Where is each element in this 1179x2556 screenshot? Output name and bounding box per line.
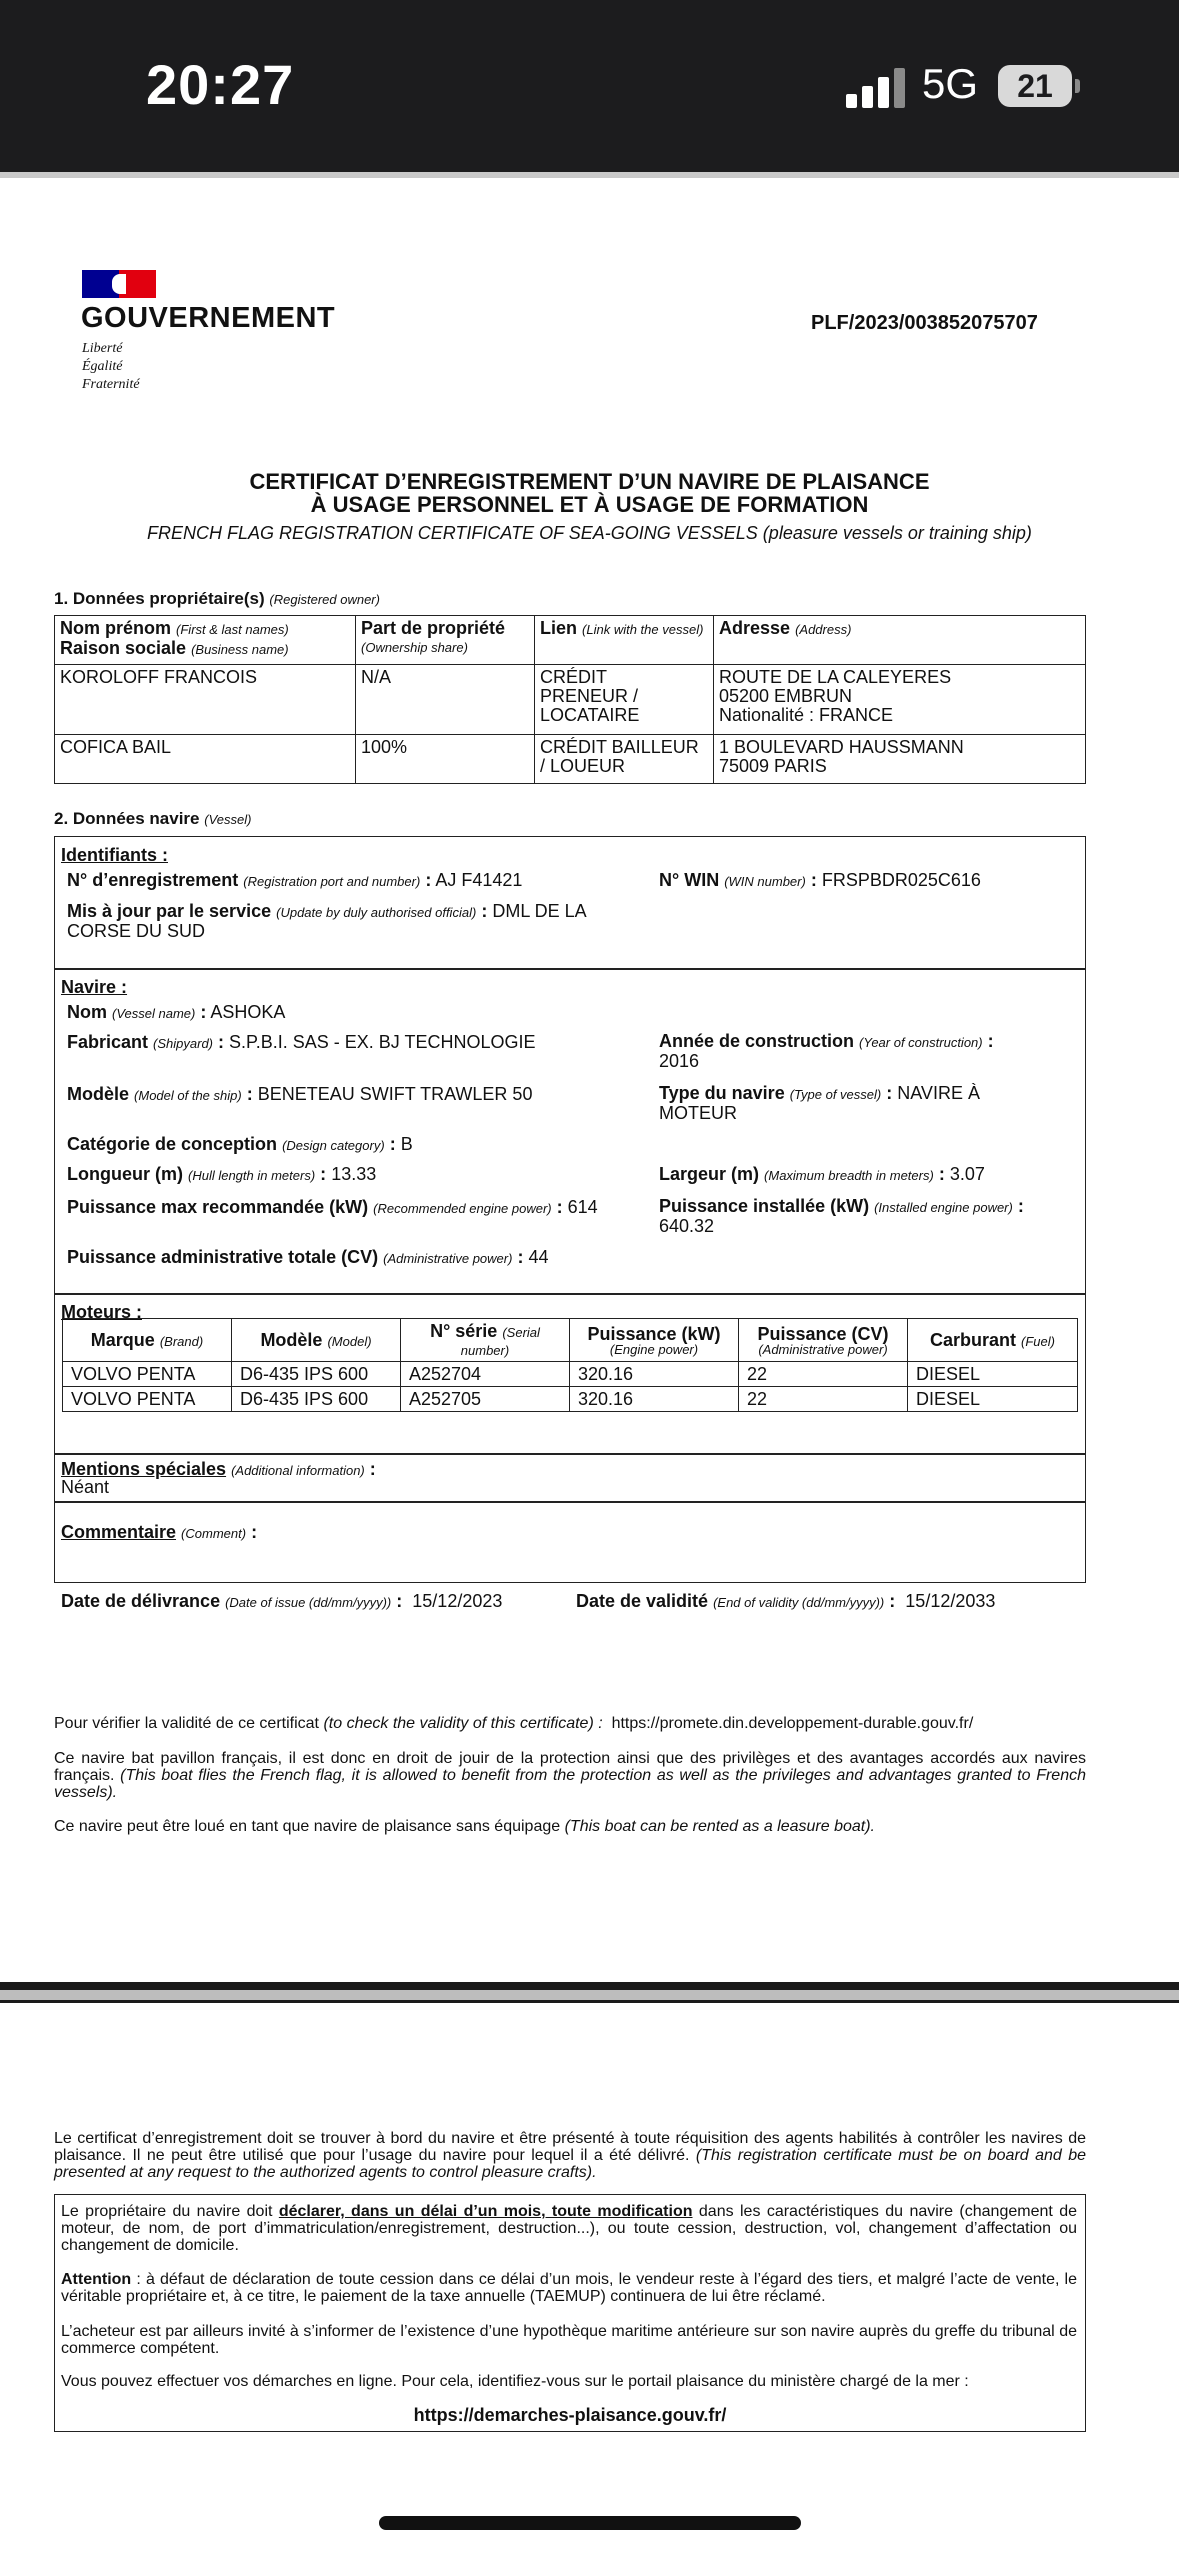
demarches-link[interactable]: https://demarches-plaisance.gouv.fr/ bbox=[413, 2405, 727, 2425]
owner-address: 1 BOULEVARD HAUSSMANN 75009 PARIS bbox=[714, 735, 1086, 784]
battery-cap bbox=[1075, 79, 1080, 93]
vessel-year: Année de construction (Year of construction) : 2016 bbox=[659, 1031, 994, 1071]
section-vessel-title: 2. Données navire (Vessel) bbox=[54, 809, 252, 828]
vessel-box bbox=[54, 968, 1086, 1295]
engine-cell: VOLVO PENTA bbox=[63, 1362, 232, 1387]
engines-title: Moteurs : bbox=[61, 1302, 142, 1322]
owner-name: COFICA BAIL bbox=[55, 735, 356, 784]
engine-cell: A252705 bbox=[401, 1387, 570, 1412]
comment: Commentaire (Comment) : bbox=[61, 1522, 258, 1542]
owners-header-row bbox=[55, 616, 1086, 665]
signal-icon bbox=[846, 66, 906, 108]
special-mentions: Mentions spéciales (Additional information) : Néant bbox=[61, 1459, 376, 1497]
vessel-maker: Fabricant (Shipyard) : S.P.B.I. SAS - EX. BJ TECHNOLOGIE bbox=[67, 1032, 536, 1052]
motto-liberte: Liberté bbox=[82, 341, 123, 356]
table-row bbox=[63, 1362, 1078, 1387]
engine-header: N° série (Serial number) bbox=[401, 1319, 570, 1362]
page-separator-gap bbox=[0, 1990, 1179, 2000]
status-divider bbox=[0, 172, 1179, 178]
owner-link: CRÉDIT PRENEUR / LOCATAIRE bbox=[535, 665, 714, 735]
max-power: Puissance max recommandée (kW) (Recommended engine power) : 614 bbox=[67, 1197, 598, 1217]
owner-address: ROUTE DE LA CALEYERES 05200 EMBRUN Nationalité : FRANCE bbox=[714, 665, 1086, 735]
notice-box bbox=[54, 2194, 1086, 2432]
owner-share: N/A bbox=[356, 665, 535, 735]
engine-header: Carburant (Fuel) bbox=[908, 1319, 1078, 1362]
engines-table bbox=[62, 1318, 1078, 1412]
engine-cell: A252704 bbox=[401, 1362, 570, 1387]
identifiers-box bbox=[54, 836, 1086, 970]
vessel-type: Type du navire (Type of vessel) : NAVIRE À MOTEUR bbox=[659, 1083, 980, 1123]
design-category: Catégorie de conception (Design category) : B bbox=[67, 1134, 413, 1154]
registration-number: N° d’enregistrement (Registration port and number) : AJ F41421 bbox=[67, 870, 523, 890]
verify-text: Pour vérifier la validité de ce certificat (to check the validity of this certificate) : https://promete.din.developpement-durable.gouv.fr/ bbox=[54, 1715, 974, 1732]
vessel-model: Modèle (Model of the ship) : BENETEAU SWIFT TRAWLER 50 bbox=[67, 1084, 533, 1104]
engine-header: Puissance (kW) (Engine power) bbox=[570, 1319, 739, 1362]
verify-link[interactable]: https://promete.din.developpement-durable.gouv.fr/ bbox=[611, 1715, 974, 1732]
validity-date: Date de validité (End of validity (dd/mm/yyyy)) : 15/12/2033 bbox=[576, 1591, 996, 1611]
comment-box bbox=[54, 1501, 1086, 1583]
installed-power: Puissance installée (kW) (Installed engine power) : 640.32 bbox=[659, 1196, 1024, 1236]
rent-text: Ce navire peut être loué en tant que navire de plaisance sans équipage (This boat can be rented as a leasure boat). bbox=[54, 1818, 875, 1835]
table-row bbox=[63, 1387, 1078, 1412]
header-name: Nom prénom (First & last names) Raison sociale (Business name) bbox=[55, 616, 356, 665]
network-type: 5G bbox=[922, 60, 979, 107]
engine-cell: VOLVO PENTA bbox=[63, 1387, 232, 1412]
table-row bbox=[55, 665, 1086, 735]
engine-cell: 320.16 bbox=[570, 1387, 739, 1412]
mentions-box bbox=[54, 1453, 1086, 1503]
admin-power: Puissance administrative totale (CV) (Administrative power) : 44 bbox=[67, 1247, 549, 1267]
title-line-2: À USAGE PERSONNEL ET À USAGE DE FORMATION bbox=[310, 492, 869, 517]
page2-intro: Le certificat d’enregistrement doit se trouver à bord du navire et être présenté à toute réquisition des agents habilités à contrôler les navires de plaisance. Il ne peut être utilisé que pour l’usage du navire pour lequel il a été délivré. (This registration certificate must be on board and be presented at any request to the authorized agents to control pleasure crafts). bbox=[54, 2130, 1086, 2181]
vessel-title: Navire : bbox=[61, 977, 128, 997]
issue-date: Date de délivrance (Date of issue (dd/mm/yyyy)) : 15/12/2023 bbox=[61, 1591, 503, 1611]
identifiers-title: Identifiants : bbox=[61, 845, 168, 865]
battery-icon: 21 bbox=[998, 65, 1072, 107]
status-bar bbox=[0, 0, 1179, 172]
certificate-reference: PLF/2023/003852075707 bbox=[811, 312, 1038, 334]
engines-header-row bbox=[63, 1319, 1078, 1362]
engine-cell: 22 bbox=[739, 1362, 908, 1387]
owners-table bbox=[54, 615, 1086, 784]
engine-cell: DIESEL bbox=[908, 1387, 1078, 1412]
motto-fraternite: Fraternité bbox=[82, 377, 140, 392]
flag-text: Ce navire bat pavillon français, il est donc en droit de jouir de la protection ainsi que des privilèges et des avantages accordés aux navires français. (This boat flies the French flag, it is allowed to benefit from the protection as well as the privileges and advantages granted to French vessels). bbox=[54, 1750, 1086, 1801]
notice-attention: Attention : à défaut de déclaration de toute cession dans ce délai d’un mois, le vendeur reste à l’égard des tiers, et malgré l’acte de vente, le véritable propriétaire et, à ce titre, le paiement de la taxe annuelle (TAEMUP) continuera de lui être réclamé. bbox=[61, 2271, 1078, 2305]
vessel-name: Nom (Vessel name) : ASHOKA bbox=[67, 1002, 286, 1022]
engine-cell: D6-435 IPS 600 bbox=[232, 1387, 401, 1412]
engine-cell: DIESEL bbox=[908, 1362, 1078, 1387]
updated-by: Mis à jour par le service (Update by duly authorised official) : DML DE LA CORSE DU SUD bbox=[67, 901, 587, 941]
page-separator-line bbox=[0, 2000, 1179, 2003]
header-share: Part de propriété (Ownership share) bbox=[356, 616, 535, 665]
engine-header: Marque (Brand) bbox=[63, 1319, 232, 1362]
owner-name: KOROLOFF FRANCOIS bbox=[55, 665, 356, 735]
engine-header: Puissance (CV) (Administrative power) bbox=[739, 1319, 908, 1362]
notice-mortgage: L’acheteur est par ailleurs invité à s’informer de l’existence d’une hypothèque maritime antérieure sur son navire auprès du greffe du tribunal de commerce compétent. bbox=[61, 2323, 1077, 2357]
motto bbox=[82, 340, 140, 394]
engine-cell: D6-435 IPS 600 bbox=[232, 1362, 401, 1387]
engine-cell: 320.16 bbox=[570, 1362, 739, 1387]
section-owners-title: 1. Données propriétaire(s) (Registered owner) bbox=[54, 589, 380, 608]
page-separator bbox=[0, 1982, 1179, 1990]
marianne-logo-icon bbox=[82, 270, 156, 298]
government-name: GOUVERNEMENT bbox=[81, 302, 336, 334]
home-indicator[interactable] bbox=[379, 2516, 801, 2530]
title-line-1: CERTIFICAT D’ENREGISTREMENT D’UN NAVIRE DE PLAISANCE bbox=[249, 469, 930, 494]
header-link: Lien (Link with the vessel) bbox=[535, 616, 714, 665]
engine-header: Modèle (Model) bbox=[232, 1319, 401, 1362]
notice-modification: Le propriétaire du navire doit déclarer, dans un délai d’un mois, toute modification dans les caractéristiques du navire (changement de moteur, de nom, de port d’immatriculation/enregistrement, destruction...), ou toute cession, destruction, vol, changement d’affectation ou changement de domicile. bbox=[61, 2203, 1077, 2254]
motto-egalite: Égalité bbox=[82, 359, 123, 374]
owner-share: 100% bbox=[356, 735, 535, 784]
vessel-width: Largeur (m) (Maximum breadth in meters) : 3.07 bbox=[659, 1164, 985, 1184]
status-time: 20:27 bbox=[146, 53, 295, 116]
header-address: Adresse (Address) bbox=[714, 616, 1086, 665]
engine-cell: 22 bbox=[739, 1387, 908, 1412]
title-english: FRENCH FLAG REGISTRATION CERTIFICATE OF SEA-GOING VESSELS (pleasure vessels or training ship) bbox=[147, 523, 1032, 543]
table-row bbox=[55, 735, 1086, 784]
owner-link: CRÉDIT BAILLEUR / LOUEUR bbox=[535, 735, 714, 784]
win-number: N° WIN (WIN number) : FRSPBDR025C616 bbox=[659, 870, 981, 890]
notice-online: Vous pouvez effectuer vos démarches en ligne. Pour cela, identifiez-vous sur le portail plaisance du ministère chargé de la mer : bbox=[61, 2373, 969, 2390]
vessel-length: Longueur (m) (Hull length in meters) : 13.33 bbox=[67, 1164, 377, 1184]
